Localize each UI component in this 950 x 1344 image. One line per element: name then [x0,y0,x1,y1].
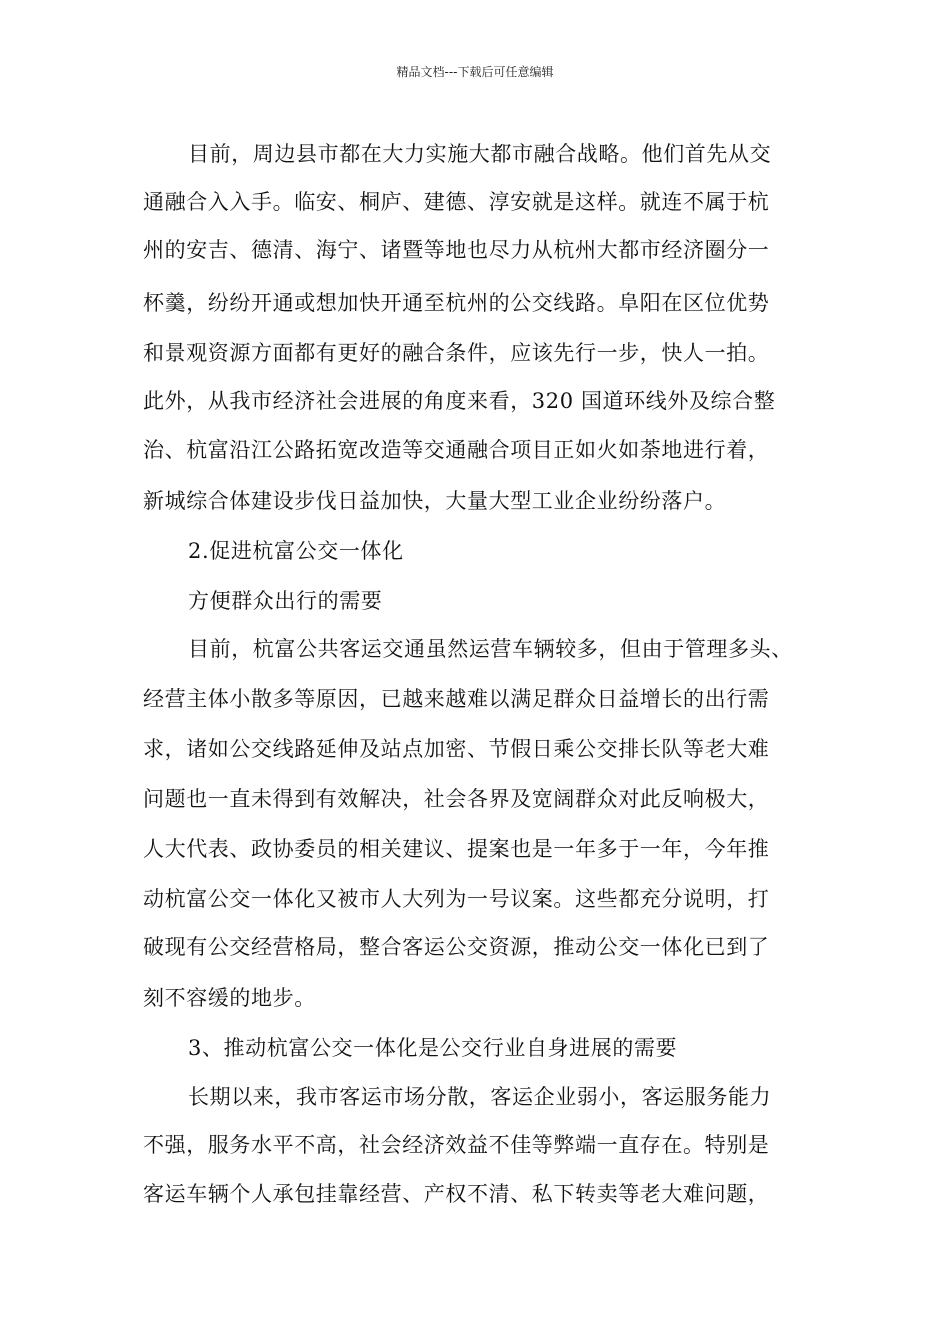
paragraph-line: 通融合入入手。临安、桐庐、建德、淳安就是这样。就连不属于杭 [143,190,770,214]
paragraph-line: 杯羹，纷纷开通或想加快开通至杭州的公交线路。阜阳在区位优势 [143,291,770,315]
paragraph-line: 州的安吉、德清、海宁、诸暨等地也尽力从杭州大都市经济圈分一 [143,238,770,262]
paragraph-line: 问题也一直未得到有效解决，社会各界及宽阔群众对此反响极大， [143,787,770,811]
paragraph-line: 客运车辆个人承包挂靠经营、产权不清、私下转卖等老大难问题， [143,1182,770,1206]
paragraph-line: 不强，服务水平不高，社会经济效益不佳等弊端一直存在。特别是 [143,1133,770,1157]
paragraph-line: 求，诸如公交线路延伸及站点加密、节假日乘公交排长队等老大难 [143,737,770,761]
paragraph-line: 目前，杭富公共客运交通虽然运营车辆较多，但由于管理多头、 [188,637,793,661]
paragraph-line: 长期以来，我市客运市场分散，客运企业弱小，客运服务能力 [188,1085,772,1109]
section-heading: 3、推动杭富公交一体化是公交行业自身进展的需要 [188,1036,678,1060]
paragraph-line: 此外，从我市经济社会进展的角度来看，320 国道环线外及综合整 [143,389,776,413]
paragraph-line: 和景观资源方面都有更好的融合条件，应该先行一步，快人一拍。 [143,341,770,365]
paragraph-line: 经营主体小散多等原因，已越来越难以满足群众日益增长的出行需 [143,687,770,711]
paragraph-line: 治、杭富沿江公路拓宽改造等交通融合项目正如火如荼地进行着， [143,438,770,462]
paragraph-line: 破现有公交经营格局，整合客运公交资源，推动公交一体化已到了 [143,935,770,959]
paragraph-line: 人大代表、政协委员的相关建议、提案也是一年多于一年，今年推 [143,837,770,861]
paragraph-line: 目前，周边县市都在大力实施大都市融合战略。他们首先从交 [188,142,772,166]
section-subheading: 方便群众出行的需要 [188,589,383,613]
paragraph-line: 动杭富公交一体化又被市人大列为一号议案。这些都充分说明，打 [143,887,770,911]
paragraph-line: 刻不容缓的地步。 [143,986,316,1010]
paragraph-line: 新城综合体建设步伐日益加快，大量大型工业企业纷纷落户。 [143,489,727,513]
section-heading: 2.促进杭富公交一体化 [188,539,404,563]
page-header: 精品文档---下载后可任意编辑 [396,65,554,79]
